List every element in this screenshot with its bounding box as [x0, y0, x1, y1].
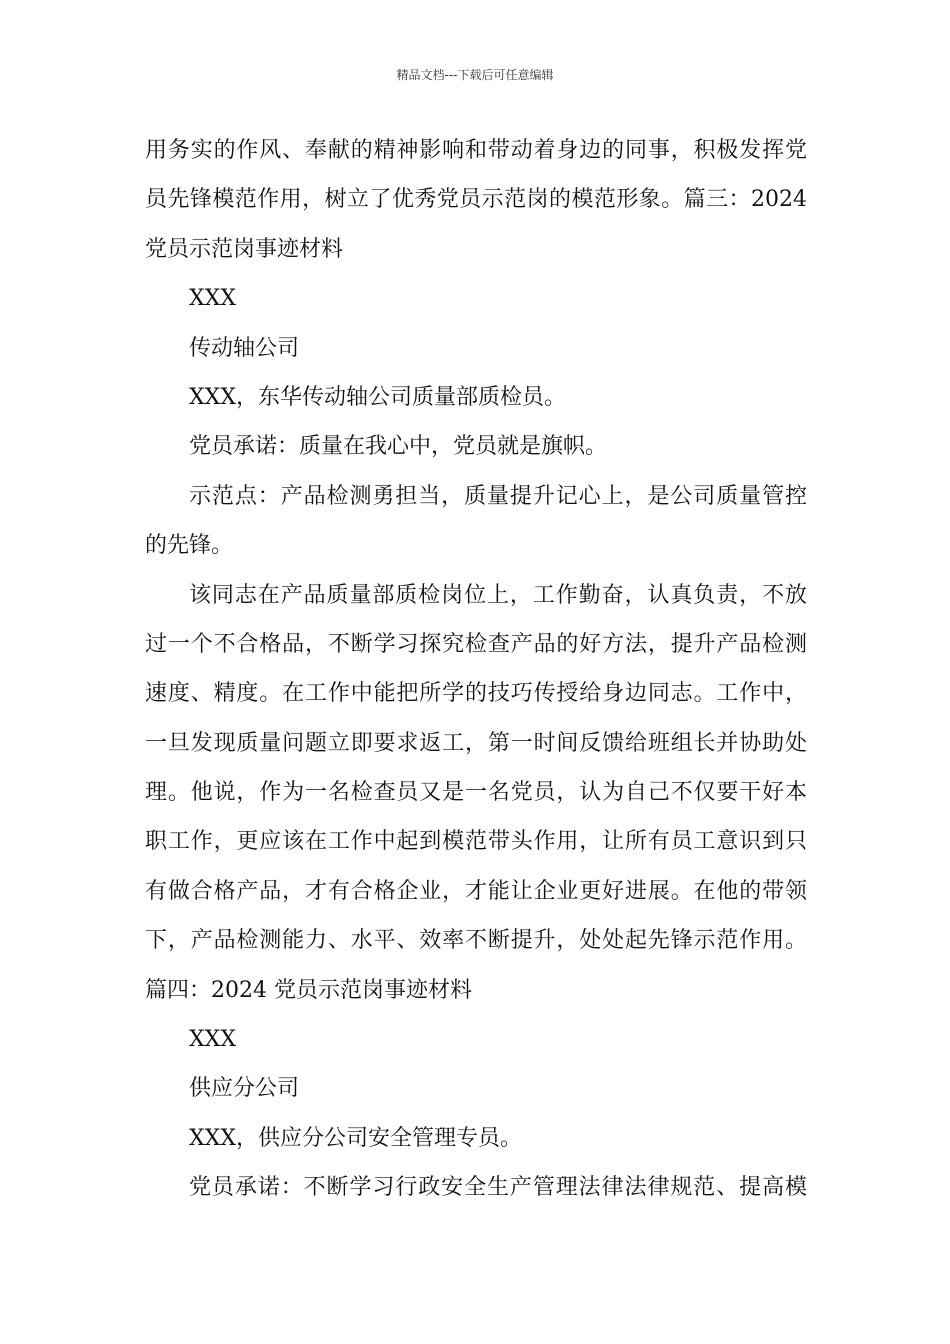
text-line: 理。他说，作为一名检查员又是一名党员，认为自己不仅要干好本	[145, 780, 807, 806]
text-line: XXX	[189, 1027, 236, 1053]
text-line: 传动轴公司	[189, 335, 300, 361]
text-line: XXX，东华传动轴公司质量部质检员。	[189, 384, 566, 410]
text-line: 员先锋模范作用，树立了优秀党员示范岗的模范形象。篇三：2024	[145, 187, 807, 213]
text-line: 供应分公司	[189, 1076, 300, 1102]
text-line: XXX	[189, 286, 236, 312]
text-line: 过一个不合格品，不断学习探究检查产品的好方法，提升产品检测	[145, 631, 807, 657]
text-line: 的先锋。	[145, 533, 234, 559]
text-line: 篇四：2024 党员示范岗事迹材料	[145, 977, 472, 1003]
text-line: 下，产品检测能力、水平、效率不断提升，处处起先锋示范作用。	[145, 928, 807, 954]
text-line: 职工作，更应该在工作中起到模范带头作用，让所有员工意识到只	[145, 829, 807, 855]
text-line: 该同志在产品质量部质检岗位上，工作勤奋，认真负责，不放	[189, 582, 807, 608]
text-line: 党员示范岗事迹材料	[145, 236, 344, 262]
text-line: 用务实的作风、奉献的精神影响和带动着身边的同事，积极发挥党	[145, 138, 807, 163]
text-line: 一旦发现质量问题立即要求返工，第一时间反馈给班组长并协助处	[145, 730, 807, 756]
text-line: 党员承诺：质量在我心中，党员就是旗帜。	[189, 434, 608, 460]
text-line: 速度、精度。在工作中能把所学的技巧传授给身边同志。工作中，	[145, 681, 807, 707]
text-line: 示范点：产品检测勇担当，质量提升记心上，是公司质量管控	[189, 483, 807, 509]
text-line: 党员承诺：不断学习行政安全生产管理法律法律规范、提高模	[189, 1175, 807, 1201]
text-line: 有做合格产品，才有合格企业，才能让企业更好进展。在他的带领	[145, 878, 807, 904]
document-body	[145, 126, 807, 1213]
text-line: XXX，供应分公司安全管理专员。	[189, 1125, 522, 1151]
page-header: 精品文档---下载后可任意编辑	[396, 68, 554, 82]
